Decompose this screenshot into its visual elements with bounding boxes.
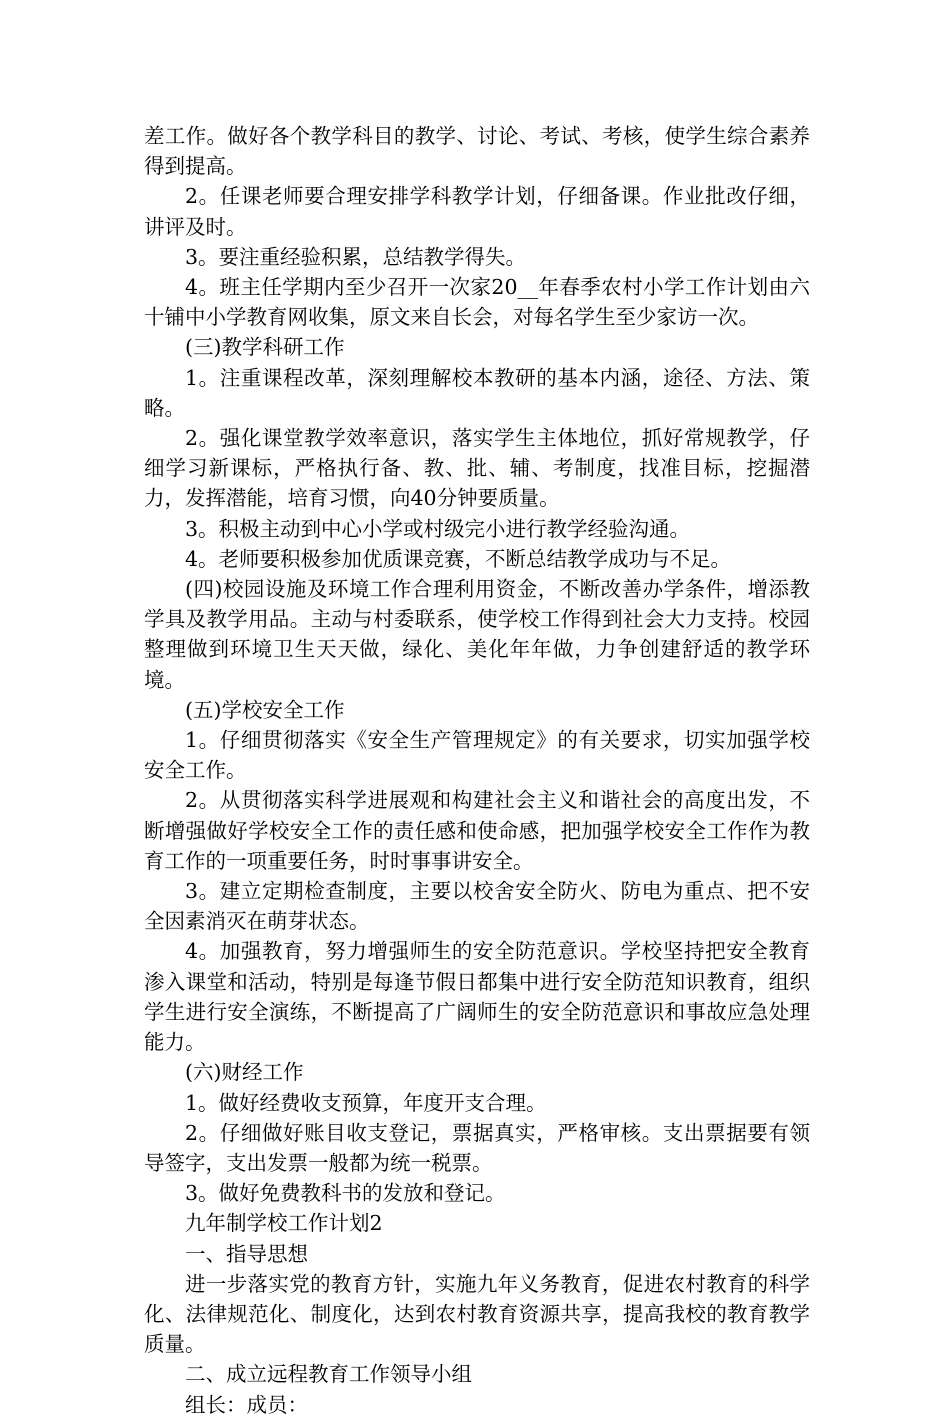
paragraph: (六)财经工作 [185, 1060, 304, 1085]
paragraph: 3。积极主动到中心小学或村级完小进行教学经验沟通。 [185, 516, 691, 541]
paragraph: 2。强化课堂教学效率意识，落实学生主体地位，抓好常规教学，仔细学习新课标，严格执行备、教、批、辅、考制度，找准目标，挖掘潜力，发挥潜能，培育习惯，向40分钟要质量。 [144, 426, 810, 511]
paragraph: 2。任课老师要合理安排学科教学计划，仔细备课。作业批改仔细，讲评及时。 [144, 184, 810, 239]
paragraph: 4。班主任学期内至少召开一次家20__年春季农村小学工作计划由六十铺中小学教育网收集，原文来自长会，对每名学生至少家访一次。 [144, 275, 810, 330]
paragraph: 4。老师要积极参加优质课竞赛，不断总结教学成功与不足。 [185, 546, 732, 571]
paragraph: (三)教学科研工作 [185, 335, 345, 360]
document-page [144, 121, 810, 1420]
paragraph: 二、成立远程教育工作领导小组 [185, 1362, 472, 1387]
paragraph: 一、指导思想 [185, 1241, 308, 1266]
paragraph: 3。要注重经验积累，总结教学得失。 [185, 244, 527, 269]
paragraph: 组长：成员： [185, 1392, 308, 1417]
paragraph: 4。加强教育，努力增强师生的安全防范意识。学校坚持把安全教育渗入课堂和活动，特别是每逢节假日都集中进行安全防范知识教育，组织学生进行安全演练，不断提高了广阔师生的安全防范意识和事故应急处理能力。 [144, 939, 810, 1055]
paragraph: 进一步落实党的教育方针，实施九年义务教育，促进农村教育的科学化、法律规范化、制度化，达到农村教育资源共享，提高我校的教育教学质量。 [144, 1271, 810, 1357]
paragraph: 差工作。做好各个教学科目的教学、讨论、考试、考核，使学生综合素养得到提高。 [144, 124, 810, 179]
paragraph: 九年制学校工作计划2 [185, 1211, 383, 1236]
paragraph: (四)校园设施及环境工作合理利用资金，不断改善办学条件，增添教学具及教学用品。主动与村委联系，使学校工作得到社会大力支持。校园整理做到环境卫生天天做，绿化、美化年年做，力争创建舒适的教学环境。 [144, 577, 810, 692]
paragraph: 1。仔细贯彻落实《安全生产管理规定》的有关要求，切实加强学校安全工作。 [144, 728, 810, 783]
paragraph: (五)学校安全工作 [185, 697, 345, 722]
paragraph: 1。做好经费收支预算，年度开支合理。 [185, 1090, 547, 1115]
paragraph: 3。做好免费教科书的发放和登记。 [185, 1181, 506, 1206]
paragraph: 1。注重课程改革，深刻理解校本教研的基本内涵，途径、方法、策略。 [144, 365, 810, 420]
paragraph: 3。建立定期检查制度，主要以校舍安全防火、防电为重点、把不安全因素消灭在萌芽状态。 [144, 879, 810, 934]
paragraph: 2。仔细做好账目收支登记，票据真实，严格审核。支出票据要有领导签字，支出发票一般都为统一税票。 [144, 1120, 810, 1175]
paragraph: 2。从贯彻落实科学进展观和构建社会主义和谐社会的高度出发，不断增强做好学校安全工作的责任感和使命感，把加强学校安全工作作为教育工作的一项重要任务，时时事事讲安全。 [144, 788, 810, 873]
